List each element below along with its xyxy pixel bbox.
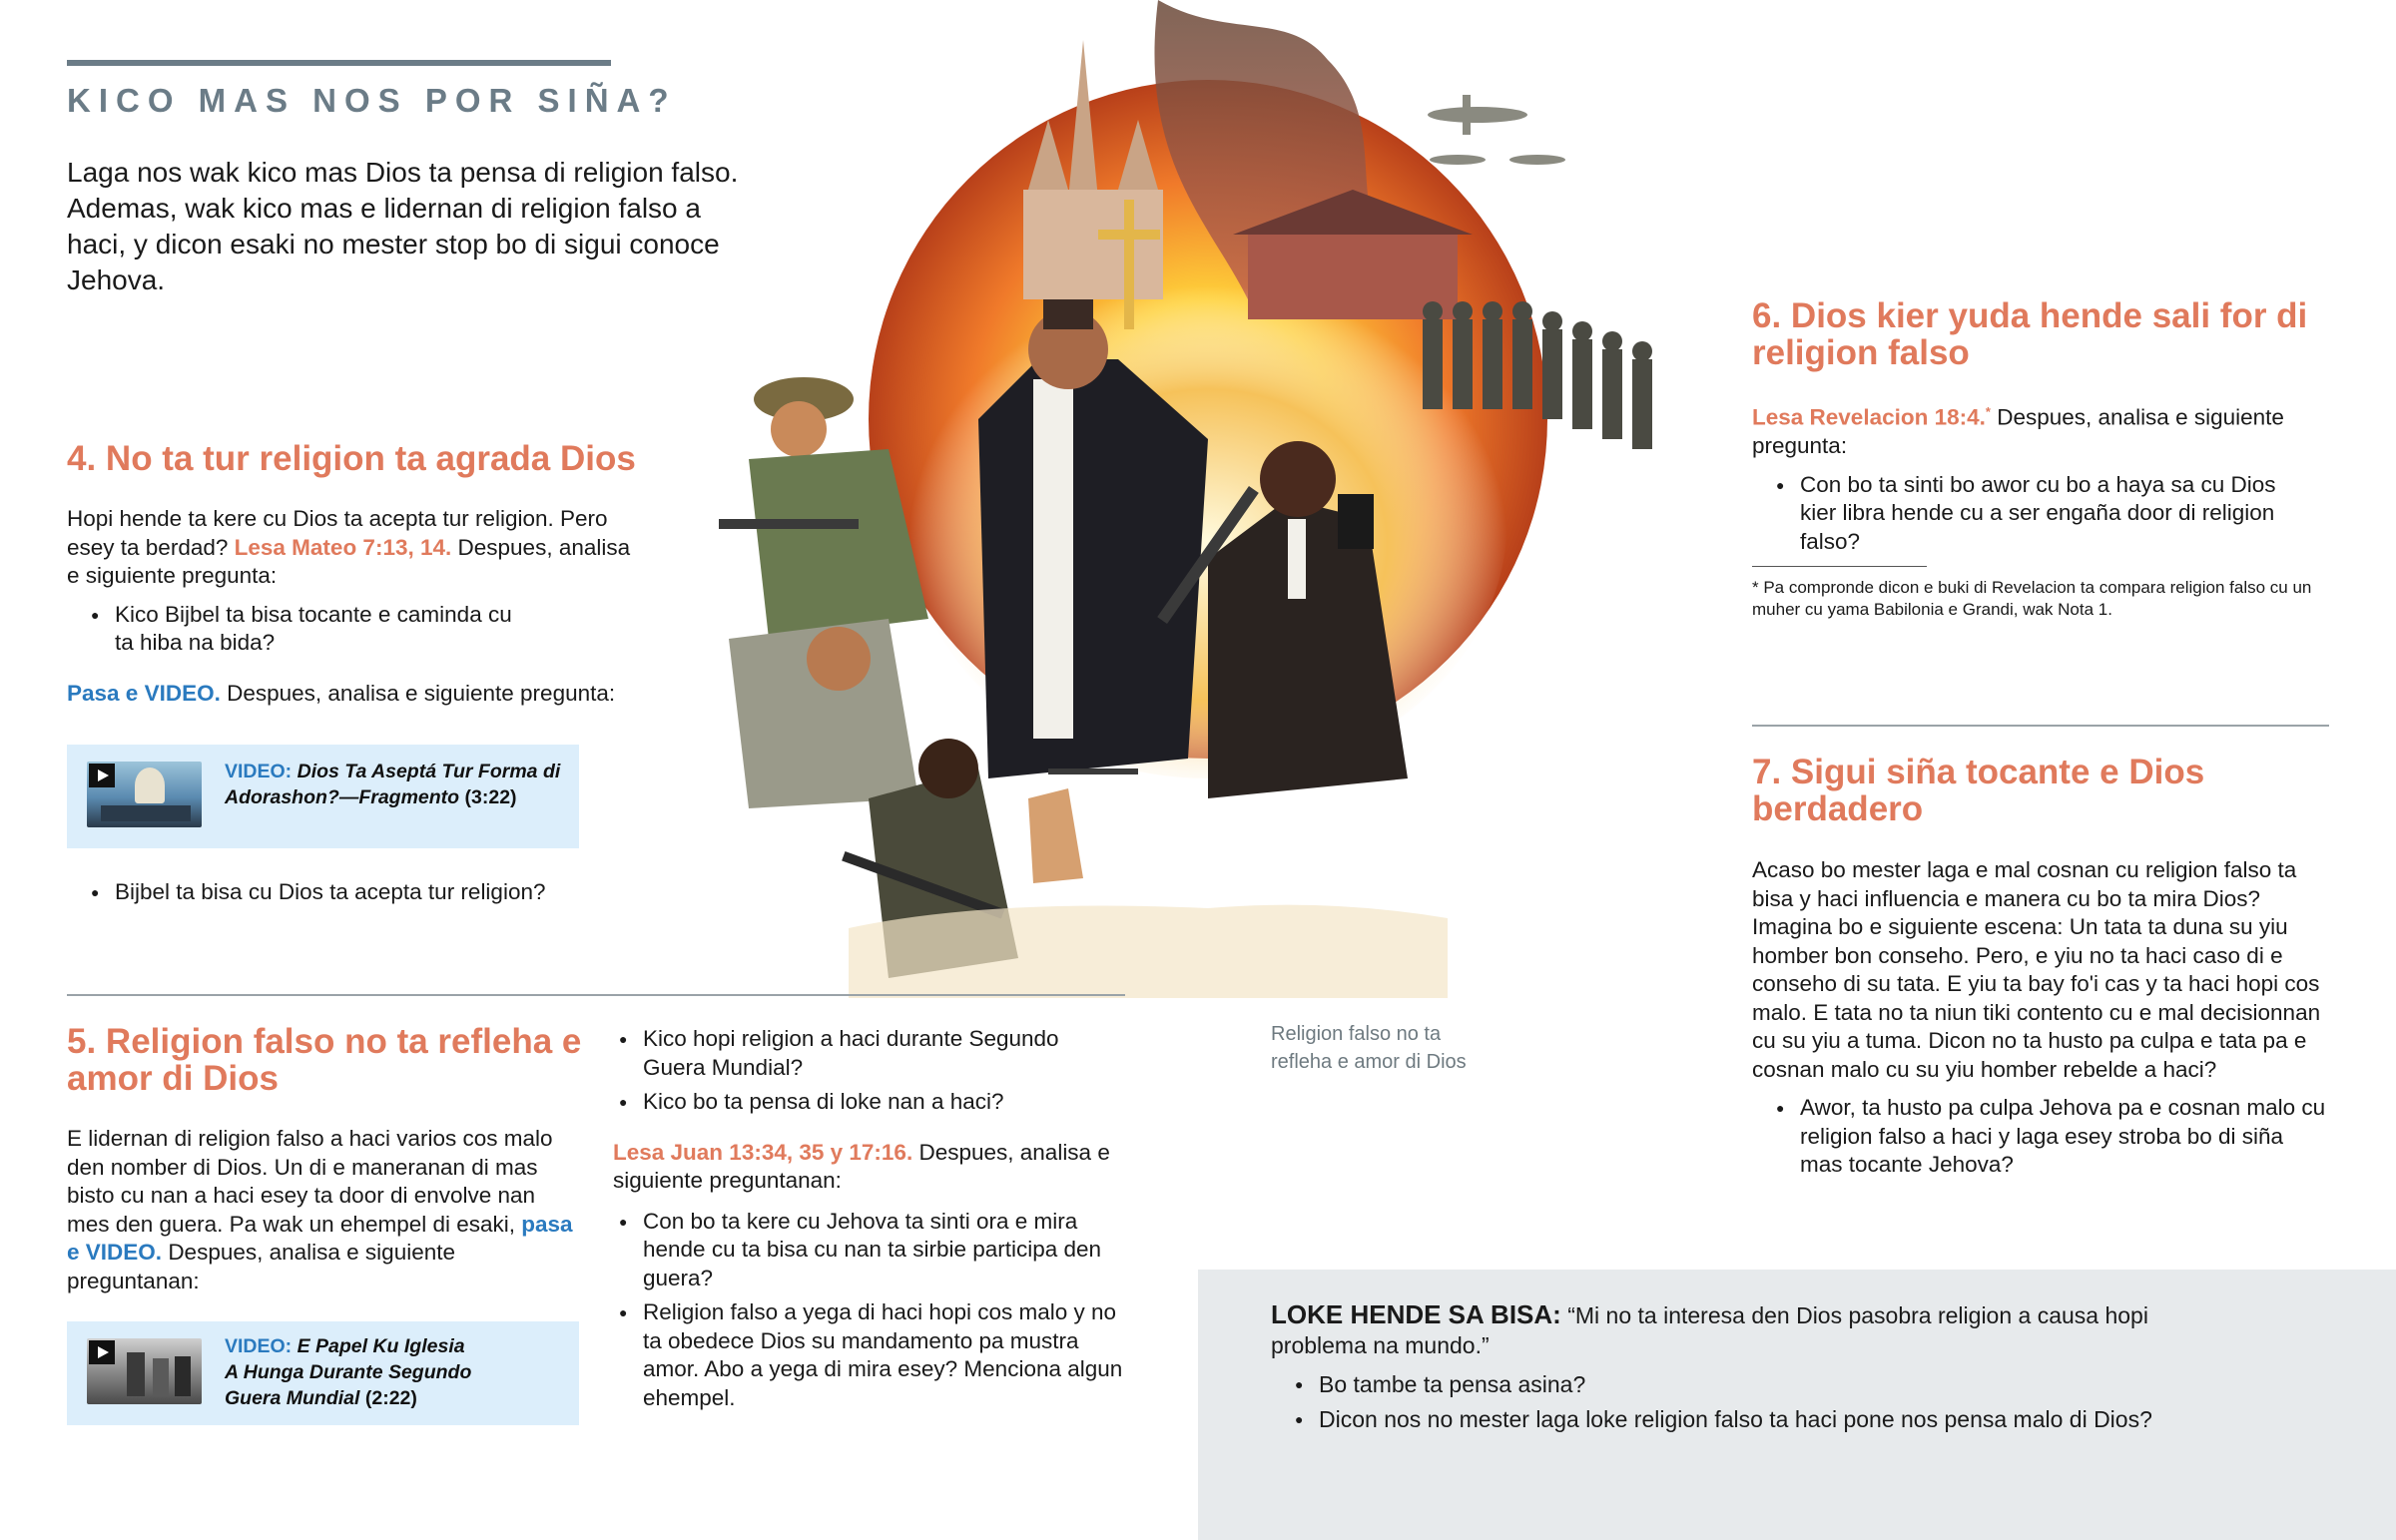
- section-5-questions-2: [595, 1208, 1132, 1413]
- section-5-right-column: [613, 1025, 1132, 1418]
- thumbnail-figure: [127, 1352, 145, 1396]
- play-icon[interactable]: [89, 1340, 115, 1364]
- callout-text: [1271, 1299, 2169, 1360]
- section-6-questions: [1752, 471, 2296, 557]
- section-7-title: 7. Sigui siña tocante e Dios berdadero: [1752, 753, 2205, 828]
- video-card-papel-iglesia[interactable]: [67, 1321, 579, 1425]
- section-4-title: 4. No ta tur religion ta agrada Dios: [67, 439, 636, 478]
- question-item: ● Kico Bijbel ta bisa tocante e caminda cu ta hiba na bida?: [67, 601, 536, 658]
- play-video-link[interactable]: Pasa e VIDEO.: [67, 680, 221, 706]
- section-7-paragraph: Acaso bo mester laga e mal cosnan cu religion falso ta bisa y haci influencia e manera cu bo ta mira Dios? Imagina bo e siguiente escena: Un tata ta duna su yiu homber bon conseho. Pero, e yiu no ta haci caso di e conseho di su tata. E yiu ta bay fo'i cas y ta haci hopi cos malo. E tata no ta niun tiki contento cu e mal decisionnan cu su yiu a tuma. Dicon no ta husto pa culpa e tata pa e cosnan malo cu su yiu homber rebelde a haci?: [1752, 857, 2321, 1082]
- video-caption: VIDEO: E Papel Ku Iglesia A Hunga Durante Segundo Guera Mundial (2:22): [225, 1335, 472, 1409]
- question-item: ● Bo tambe ta pensa asina?: [1271, 1369, 2319, 1399]
- play-icon[interactable]: [89, 764, 115, 787]
- page-kicker: KICO MAS NOS POR SIÑA?: [67, 82, 677, 119]
- question-item: ● Religion falso a yega di haci hopi cos malo y no ta obedece Dios su mandamento pa mustra amor. Abo a yega di mira esey? Menciona algun ehempel.: [595, 1298, 1132, 1412]
- play-video-link[interactable]: pasa e VIDEO.: [67, 1211, 573, 1265]
- section-6-title: 6. Dios kier yuda hende sali for di religion falso: [1752, 296, 2308, 372]
- callout-questions: [1271, 1369, 2319, 1440]
- scripture-link-revelacion[interactable]: Lesa Revelacion 18:4.: [1752, 404, 1986, 430]
- section-6-paragraph: Lesa Revelacion 18:4.* Despues, analisa e siguiente pregunta:: [1752, 404, 2284, 458]
- question-item: ● Bijbel ta bisa cu Dios ta acepta tur religion?: [67, 878, 666, 907]
- callout-quote: “Mi no ta interesa den Dios pasobra religion a causa hopi problema na mundo.”: [1271, 1302, 2148, 1358]
- section-5-questions: [595, 1025, 1132, 1117]
- section-4-video-intro: Pasa e VIDEO. Despues, analisa e siguiente pregunta:: [67, 680, 616, 706]
- video-thumbnail[interactable]: [87, 762, 202, 827]
- intro-paragraph: Laga nos wak kico mas Dios ta pensa di religion falso. Ademas, wak kico mas e lidernan di religion falso a haci, y dicon esaki no mester stop bo di sigui conoce Jehova.: [67, 157, 739, 295]
- religion-war-illustration: [689, 0, 1737, 998]
- video-thumbnail[interactable]: [87, 1338, 202, 1404]
- question-item: ● Kico hopi religion a haci durante Segundo Guera Mundial?: [595, 1025, 1082, 1082]
- section-5-paragraph: E lidernan di religion falso a haci varios cos malo den nomber di Dios. Un di e maneranan di mas bisto cu nan a haci esey ta door di envolve nan mes den guera. Pa wak un ehempel di esaki, pasa e VIDEO. Despues, analisa e siguiente preguntanan:: [67, 1126, 573, 1293]
- thumbnail-figure: [135, 768, 165, 803]
- section-5-read: Lesa Juan 13:34, 35 y 17:16. Despues, analisa e siguiente preguntanan:: [613, 1139, 1110, 1193]
- question-item: ● Con bo ta sinti bo awor cu bo a haya sa cu Dios kier libra hende cu a ser engaña door di religion falso?: [1752, 471, 2296, 557]
- thumbnail-figure: [153, 1358, 169, 1396]
- section-7-questions: [1752, 1094, 2331, 1180]
- divider: [1752, 725, 2329, 727]
- divider: [67, 994, 1125, 996]
- section-7-body: [1752, 856, 2331, 1186]
- section-4-questions: [67, 601, 536, 658]
- question-item: ● Con bo ta kere cu Jehova ta sinti ora e mira hende cu ta bisa cu nan ta sirbie participa den guera?: [595, 1208, 1132, 1293]
- video-caption: VIDEO: Dios Ta Aseptá Tur Forma di Adorashon?—Fragmento (3:22): [225, 761, 561, 808]
- footnote: * Pa compronde dicon e buki di Revelacion ta compara religion falso cu un muher cu yama Babilonia e Grandi, wak Nota 1.: [1752, 578, 2312, 619]
- scripture-link-juan[interactable]: Lesa Juan 13:34, 35 y 17:16.: [613, 1139, 913, 1165]
- question-item: ● Kico bo ta pensa di loke nan a haci?: [595, 1088, 1132, 1117]
- question-item: ● Dicon nos no mester laga loke religion falso ta haci pone nos pensa malo di Dios?: [1271, 1404, 2319, 1434]
- section-5-title: 5. Religion falso no ta refleha e amor di Dios: [67, 1022, 582, 1098]
- question-item: ● Awor, ta husto pa culpa Jehova pa e cosnan malo cu religion falso a haci y laga esey stroba bo di siña mas tocante Jehova?: [1752, 1094, 2331, 1180]
- header-rule: [67, 60, 611, 66]
- video-card-dios-acepta[interactable]: [67, 745, 579, 848]
- image-caption: Religion falso no ta refleha e amor di Dios: [1271, 1023, 1467, 1073]
- thumbnail-figure: [175, 1356, 191, 1396]
- section-4-paragraph: Hopi hende ta kere cu Dios ta acepta tur religion. Pero esey ta berdad? Lesa Mateo 7:13, 14. Despues, analisa e siguiente pregunta:: [67, 506, 631, 588]
- footnote-rule: [1752, 566, 1927, 567]
- callout-label: LOKE HENDE SA BISA:: [1271, 1299, 1561, 1329]
- thumbnail-book: [101, 805, 191, 821]
- scripture-link-mateo[interactable]: Lesa Mateo 7:13, 14.: [234, 534, 452, 560]
- section-6-body: [1752, 398, 2331, 562]
- section-4-body: [67, 505, 646, 708]
- section-4-questions-2: [67, 878, 666, 913]
